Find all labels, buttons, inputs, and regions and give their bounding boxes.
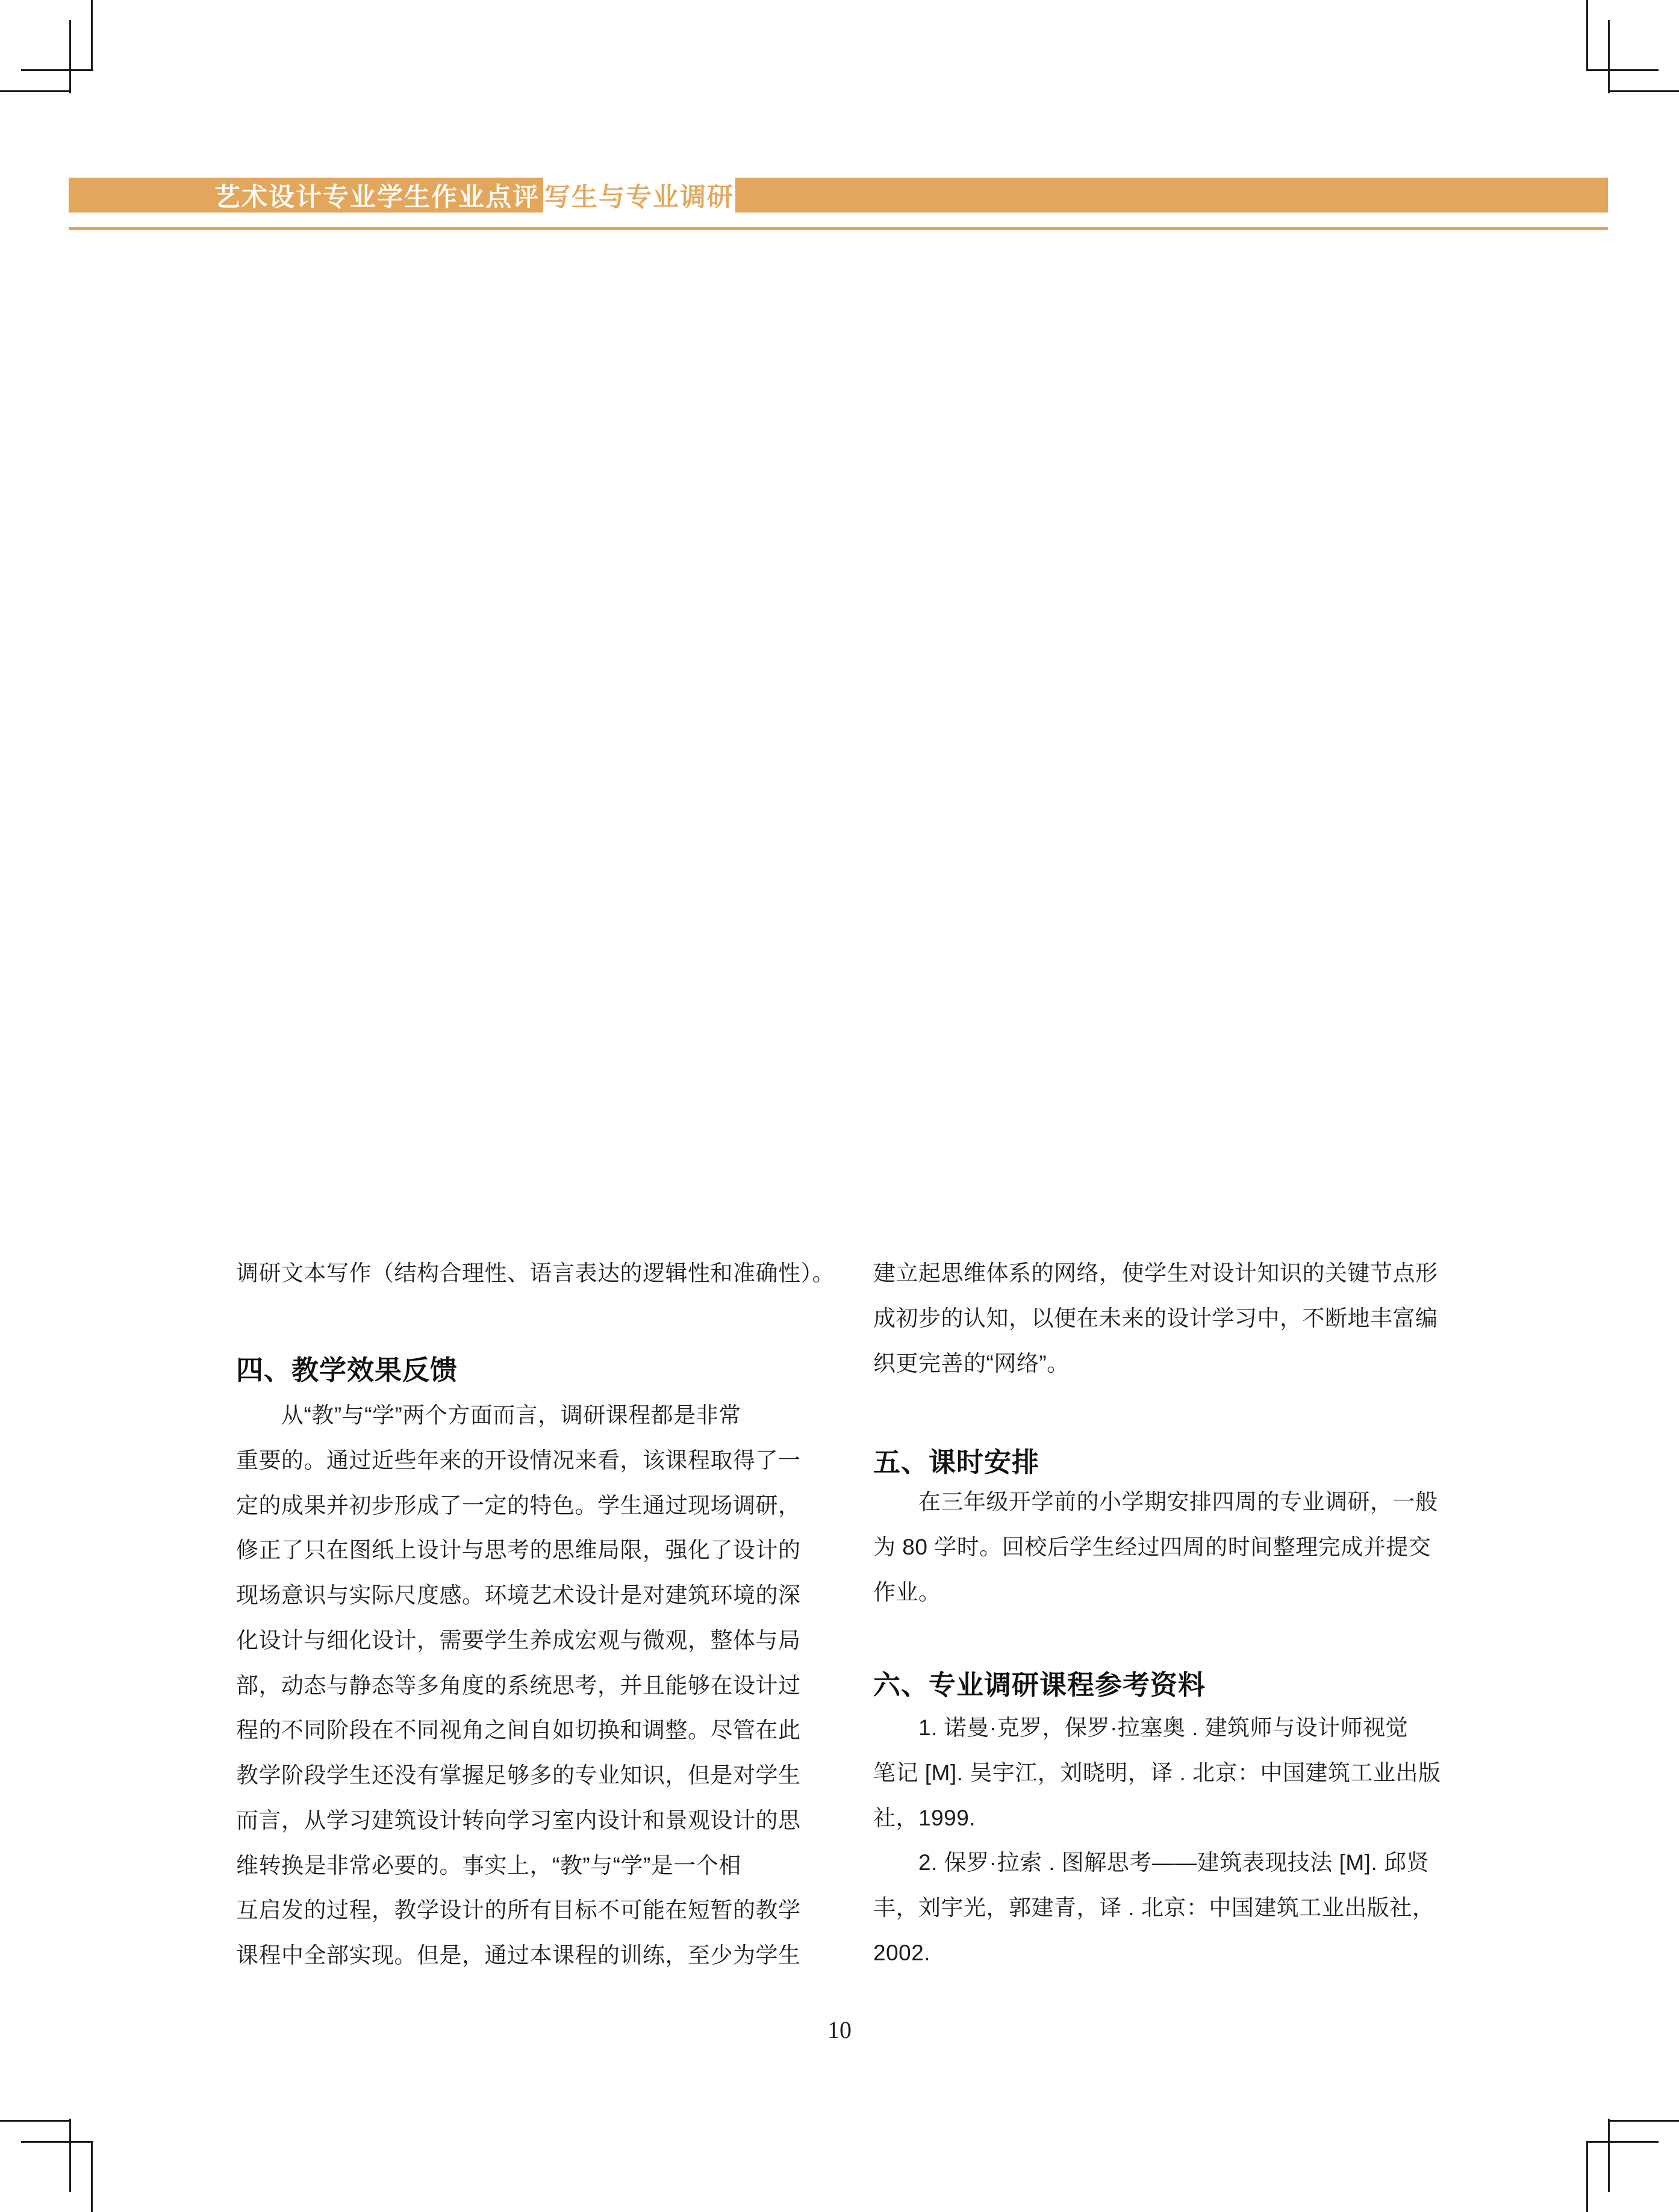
text-line: 修正了只在图纸上设计与思考的思维局限，强化了设计的 (236, 1538, 801, 1563)
text-line: 2002. (873, 1940, 931, 1965)
text-line: 成初步的认知，以便在未来的设计学习中，不断地丰富编 (873, 1305, 1438, 1331)
text-line: 社，1999. (873, 1805, 976, 1830)
crop-mark-line (1608, 20, 1610, 93)
text-line: 程的不同阶段在不同视角之间自如切换和调整。尽管在此 (236, 1718, 801, 1743)
section-heading-6: 六、专业调研课程参考资料 (873, 1670, 1206, 1700)
text-line: 笔记 [M]. 吴宇江，刘晓明，译 . 北京：中国建筑工业出版 (873, 1760, 1441, 1785)
header-bar-right (735, 178, 1608, 213)
text-line: 建立起思维体系的网络，使学生对设计知识的关键节点形 (873, 1261, 1438, 1285)
text-line: 部，动态与静态等多角度的系统思考，并且能够在设计过 (236, 1673, 801, 1698)
text-line: 现场意识与实际尺度感。环境艺术设计是对建筑环境的深 (236, 1583, 801, 1608)
text-line: 维转换是非常必要的。事实上，“教”与“学”是一个相 (236, 1853, 741, 1878)
crop-mark-line (1608, 2119, 1610, 2192)
text-line: 丰，刘宇光，郭建青，译 . 北京：中国建筑工业出版社， (873, 1895, 1435, 1920)
crop-mark-line (1586, 69, 1659, 71)
crop-mark-line (69, 2119, 71, 2192)
crop-mark-line (21, 2141, 93, 2143)
crop-mark-line (1586, 0, 1588, 71)
text-line: 调研文本写作（结构合理性、语言表达的逻辑性和准确性）。 (236, 1261, 835, 1285)
header-section-title: 写生与专业调研 (544, 182, 734, 212)
text-line: 作业。 (873, 1579, 941, 1605)
text-line: 定的成果并初步形成了一定的特色。学生通过现场调研， (236, 1493, 801, 1518)
text-line: 化设计与细化设计，需要学生养成宏观与微观，整体与局 (236, 1627, 801, 1653)
text-line: 教学阶段学生还没有掌握足够多的专业知识，但是对学生 (236, 1763, 801, 1788)
continued-paragraph (873, 1251, 1487, 1386)
crop-mark-line (91, 0, 93, 71)
section-heading-4: 四、教学效果反馈 (236, 1355, 458, 1385)
text-line: 1. 诺曼·克罗，保罗·拉塞奥 . 建筑师与设计师视觉 (873, 1715, 1409, 1740)
text-line: 2. 保罗·拉索 . 图解思考——建筑表现技法 [M]. 邱贤 (873, 1850, 1430, 1875)
crop-mark-line (91, 2141, 93, 2212)
text-line: 在三年级开学前的小学期安排四周的专业调研，一般 (873, 1490, 1438, 1514)
header-rule (69, 227, 1608, 230)
crop-mark-line (1586, 2141, 1659, 2143)
text-line: 织更完善的“网络”。 (873, 1350, 1070, 1376)
crop-mark-line (69, 20, 71, 93)
crop-mark-line (21, 69, 93, 71)
crop-mark-line (0, 2120, 71, 2122)
header-series-title: 艺术设计专业学生作业点评 (214, 182, 540, 212)
lead-paragraph (236, 1251, 850, 1296)
section-heading-5: 五、课时安排 (873, 1447, 1040, 1477)
header-section-box (543, 178, 735, 213)
text-line: 互启发的过程，教学设计的所有目标不可能在短暂的教学 (236, 1898, 801, 1923)
references-paragraph (873, 1706, 1487, 1976)
page-number: 10 (827, 2016, 852, 2043)
header-bar-left (69, 178, 543, 213)
section-5-paragraph (873, 1480, 1487, 1615)
text-line: 而言，从学习建筑设计转向学习室内设计和景观设计的思 (236, 1807, 801, 1833)
crop-mark-line (0, 90, 71, 92)
crop-mark-line (1608, 90, 1679, 92)
text-line: 课程中全部实现。但是，通过本课程的训练，至少为学生 (236, 1943, 801, 1968)
crop-mark-line (1608, 2120, 1679, 2122)
section-4-paragraph (236, 1393, 850, 1978)
text-line: 重要的。通过近些年来的开设情况来看，该课程取得了一 (236, 1447, 801, 1473)
crop-mark-line (1586, 2141, 1588, 2212)
text-line: 从“教”与“学”两个方面而言，调研课程都是非常 (236, 1403, 741, 1428)
text-line: 为 80 学时。回校后学生经过四周的时间整理完成并提交 (873, 1534, 1431, 1559)
